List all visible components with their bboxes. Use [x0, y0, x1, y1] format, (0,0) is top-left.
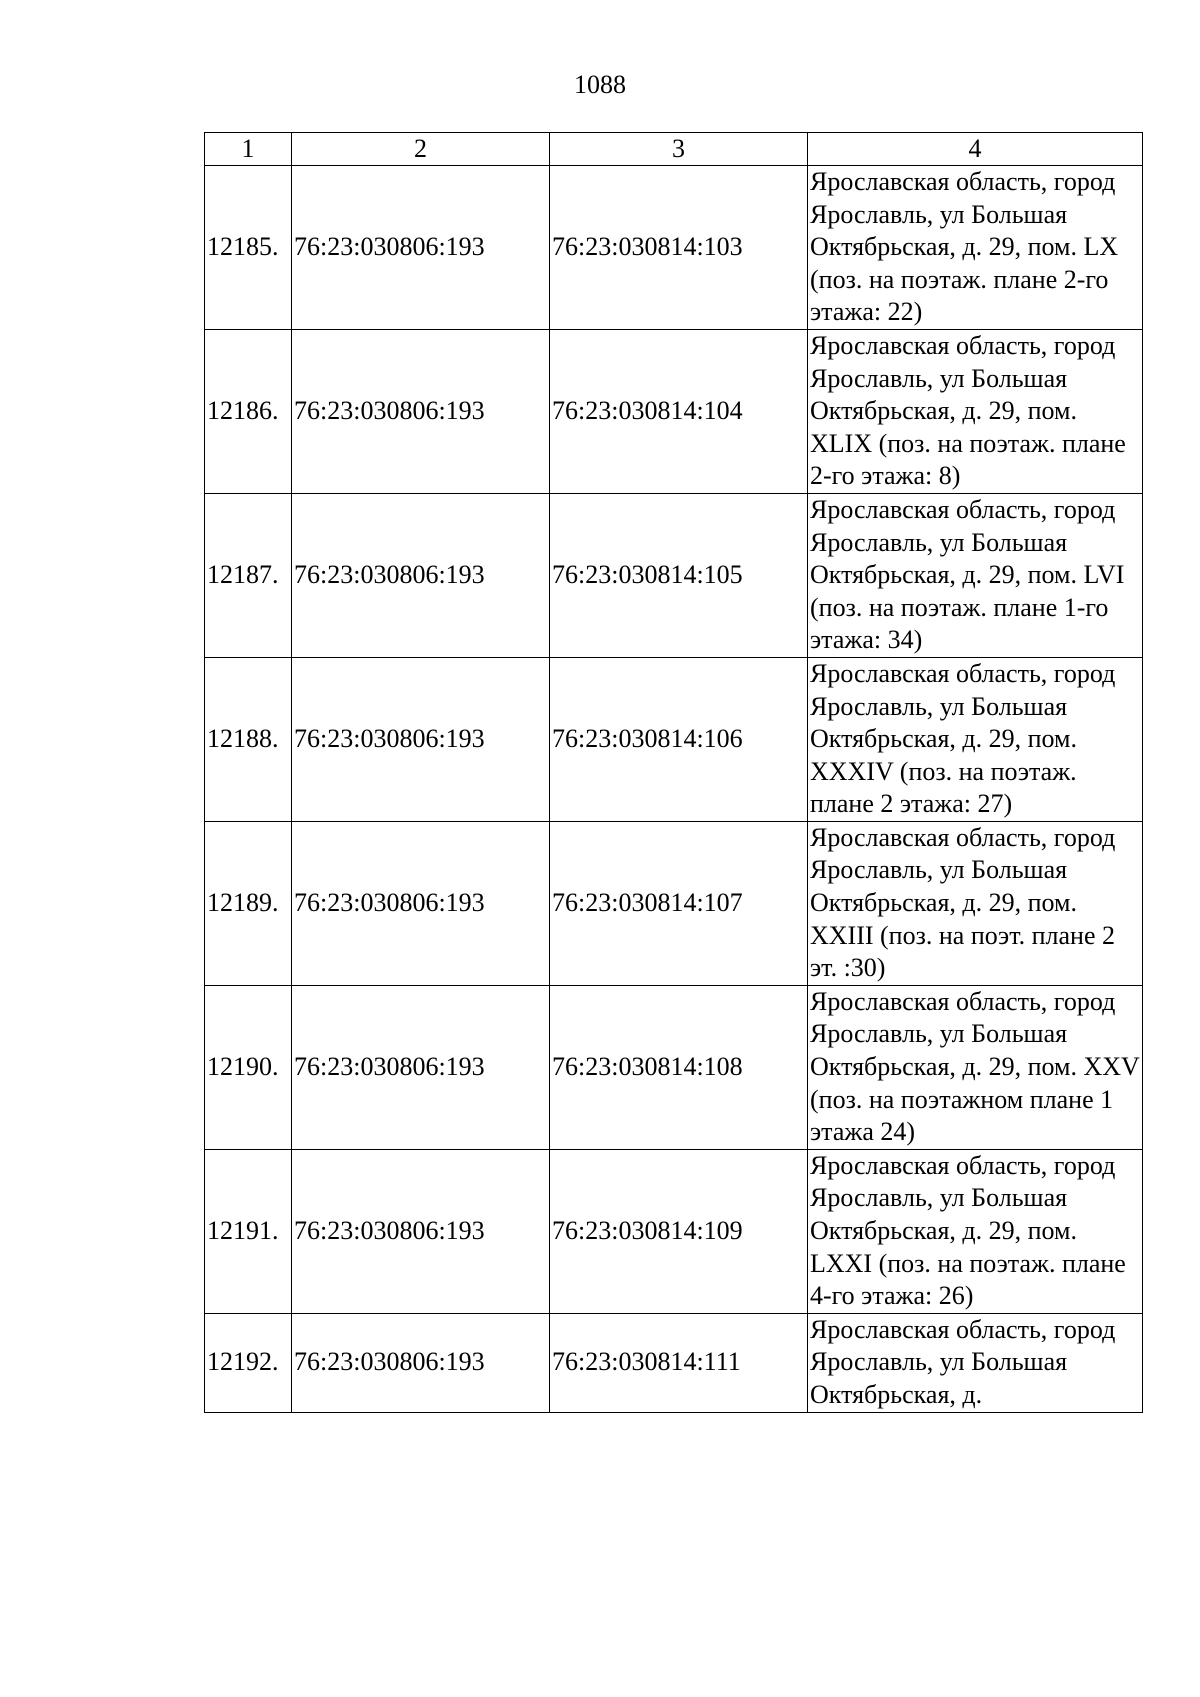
- table-header-row: [205, 133, 1143, 166]
- column-header-4: 4: [808, 133, 1143, 166]
- parent-cadastral-number: 76:23:030806:193: [292, 821, 550, 985]
- table-row: [205, 166, 1143, 330]
- table-row: [205, 657, 1143, 821]
- parent-cadastral-number: 76:23:030806:193: [292, 985, 550, 1149]
- row-number: 12189.: [205, 821, 292, 985]
- object-cadastral-number: 76:23:030814:104: [550, 329, 808, 493]
- object-address: Ярославская область, город Ярославль, ул Большая Октябрьская, д.: [808, 1313, 1143, 1412]
- row-number: 12190.: [205, 985, 292, 1149]
- table-row: [205, 821, 1143, 985]
- object-address: Ярославская область, город Ярославль, ул Большая Октябрьская, д. 29, пом. LX (поз. на поэтаж. плане 2-го этажа: 22): [808, 166, 1143, 330]
- object-address: Ярославская область, город Ярославль, ул Большая Октябрьская, д. 29, пом. LXXI (поз. на поэтаж. плане 4-го этажа: 26): [808, 1149, 1143, 1313]
- object-cadastral-number: 76:23:030814:103: [550, 166, 808, 330]
- object-cadastral-number: 76:23:030814:106: [550, 657, 808, 821]
- object-cadastral-number: 76:23:030814:108: [550, 985, 808, 1149]
- column-header-1: 1: [205, 133, 292, 166]
- object-address: Ярославская область, город Ярославль, ул Большая Октябрьская, д. 29, пом. XXXIV (поз. на поэтаж. плане 2 этажа: 27): [808, 657, 1143, 821]
- object-cadastral-number: 76:23:030814:105: [550, 493, 808, 657]
- parent-cadastral-number: 76:23:030806:193: [292, 657, 550, 821]
- column-header-3: 3: [550, 133, 808, 166]
- parent-cadastral-number: 76:23:030806:193: [292, 1313, 550, 1412]
- column-header-2: 2: [292, 133, 550, 166]
- row-number: 12185.: [205, 166, 292, 330]
- object-address: Ярославская область, город Ярославль, ул Большая Октябрьская, д. 29, пом. XXIII (поз. на поэт. плане 2 эт. :30): [808, 821, 1143, 985]
- parent-cadastral-number: 76:23:030806:193: [292, 329, 550, 493]
- object-address: Ярославская область, город Ярославль, ул Большая Октябрьская, д. 29, пом. LVI (поз. на поэтаж. плане 1-го этажа: 34): [808, 493, 1143, 657]
- register-table: [204, 132, 1143, 1413]
- table-row: [205, 493, 1143, 657]
- object-cadastral-number: 76:23:030814:107: [550, 821, 808, 985]
- row-number: 12187.: [205, 493, 292, 657]
- row-number: 12191.: [205, 1149, 292, 1313]
- object-address: Ярославская область, город Ярославль, ул Большая Октябрьская, д. 29, пом. XLIX (поз. на поэтаж. плане 2-го этажа: 8): [808, 329, 1143, 493]
- object-cadastral-number: 76:23:030814:109: [550, 1149, 808, 1313]
- table-row: [205, 985, 1143, 1149]
- object-address: Ярославская область, город Ярославль, ул Большая Октябрьская, д. 29, пом. XXV (поз. на поэтажном плане 1 этажа 24): [808, 985, 1143, 1149]
- row-number: 12186.: [205, 329, 292, 493]
- page-number: 1088: [574, 70, 626, 99]
- row-number: 12192.: [205, 1313, 292, 1412]
- object-cadastral-number: 76:23:030814:111: [550, 1313, 808, 1412]
- parent-cadastral-number: 76:23:030806:193: [292, 166, 550, 330]
- row-number: 12188.: [205, 657, 292, 821]
- table-row: [205, 1313, 1143, 1412]
- parent-cadastral-number: 76:23:030806:193: [292, 493, 550, 657]
- parent-cadastral-number: 76:23:030806:193: [292, 1149, 550, 1313]
- table-row: [205, 329, 1143, 493]
- table-row: [205, 1149, 1143, 1313]
